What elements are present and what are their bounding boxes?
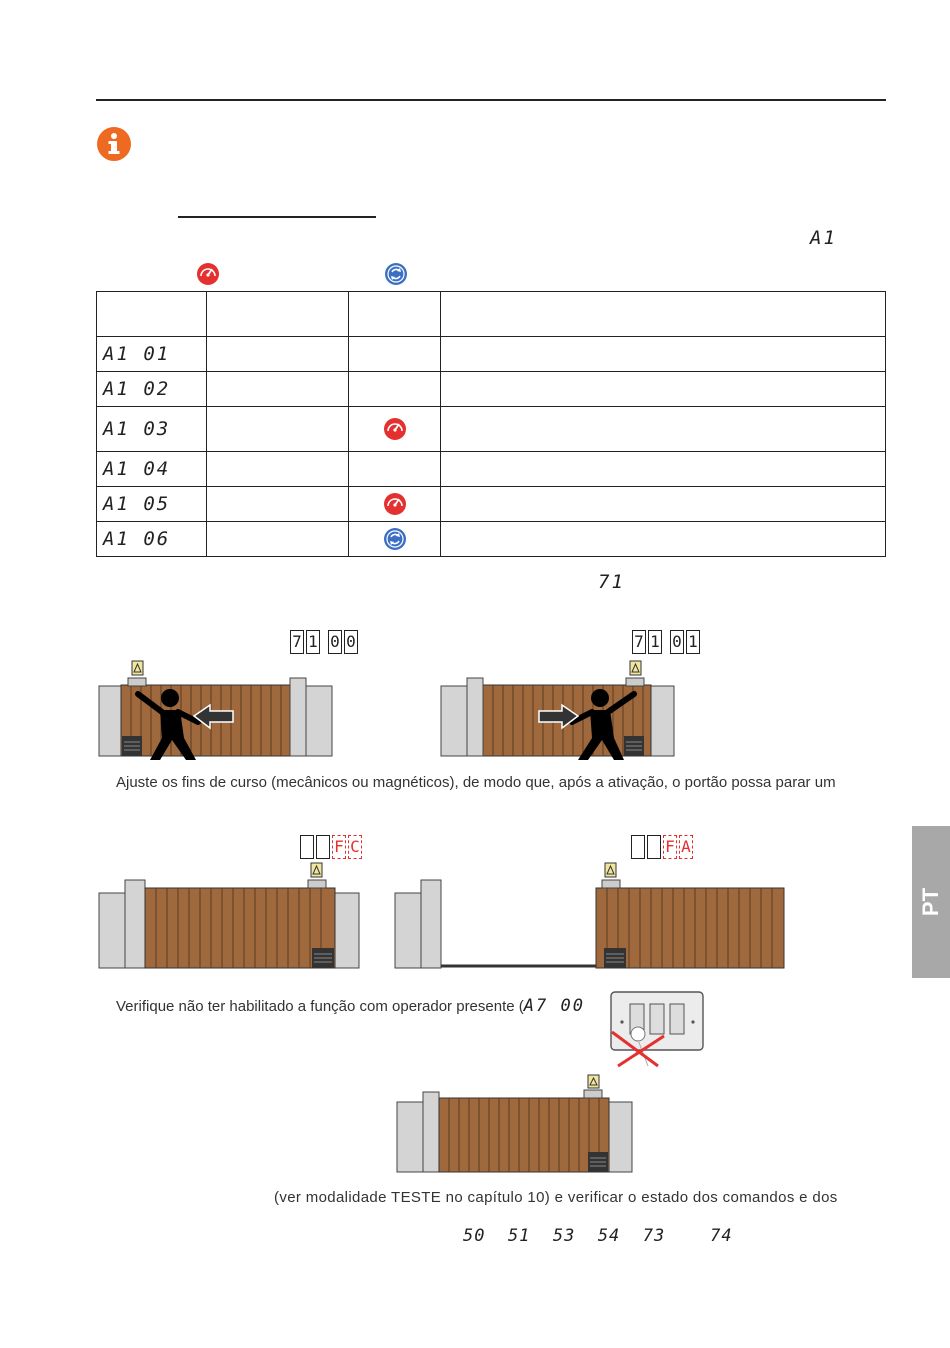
gate-figure-left bbox=[96, 658, 336, 760]
display-digit-blinking: A bbox=[679, 835, 693, 859]
table-cell bbox=[441, 522, 886, 557]
table-cell bbox=[441, 407, 886, 452]
table-cell bbox=[207, 487, 349, 522]
table-cell bbox=[349, 522, 441, 557]
code-71: 71 bbox=[598, 571, 625, 593]
table-cell bbox=[441, 337, 886, 372]
display-digit-blinking: F bbox=[663, 835, 677, 859]
table-cell bbox=[349, 407, 441, 452]
table-row bbox=[97, 337, 886, 372]
display-digit bbox=[316, 835, 330, 859]
header-cell bbox=[441, 292, 886, 337]
menu-code: A1 04 bbox=[97, 452, 207, 487]
table-cell bbox=[349, 487, 441, 522]
header-cell bbox=[349, 292, 441, 337]
display-digit bbox=[647, 835, 661, 859]
operator-text: Verifique não ter habilitado a função com operador presente ( bbox=[116, 998, 524, 1015]
display-7100 bbox=[290, 630, 358, 654]
speed-dial-icon bbox=[196, 262, 220, 291]
display-digit: 1 bbox=[648, 630, 662, 654]
limit-switch-paragraph: Ajuste os fins de curso (mecânicos ou magnéticos), de modo que, após a ativação, o portão possa parar um bbox=[116, 774, 836, 791]
table-row bbox=[97, 487, 886, 522]
display-digit bbox=[300, 835, 314, 859]
gate-closed-figure bbox=[96, 860, 364, 972]
bottom-codes: 50 51 53 54 73 74 bbox=[463, 1226, 733, 1246]
speed-dial-icon bbox=[383, 417, 407, 441]
display-digit: 7 bbox=[632, 630, 646, 654]
speed-dial-icon bbox=[383, 492, 407, 516]
code-a7: A7 00 bbox=[523, 996, 585, 1016]
display-digit: 1 bbox=[686, 630, 700, 654]
table-cell bbox=[349, 452, 441, 487]
menu-code: A1 03 bbox=[97, 407, 207, 452]
display-digit-blinking: C bbox=[348, 835, 362, 859]
table-cell bbox=[207, 522, 349, 557]
table-cell bbox=[207, 337, 349, 372]
display-digit: 1 bbox=[306, 630, 320, 654]
display-digit: 7 bbox=[290, 630, 304, 654]
table-cell bbox=[441, 487, 886, 522]
header-cell bbox=[97, 292, 207, 337]
table-cell bbox=[349, 337, 441, 372]
display-digit: 0 bbox=[344, 630, 358, 654]
table-cell bbox=[207, 452, 349, 487]
top-right-code: A1 bbox=[810, 227, 837, 249]
display-7101 bbox=[632, 630, 700, 654]
info-icon bbox=[96, 126, 132, 167]
keypad-switch-icon bbox=[608, 990, 706, 1070]
gate-open-figure bbox=[392, 860, 790, 972]
header-rule bbox=[96, 99, 886, 101]
table-row bbox=[97, 372, 886, 407]
header-cell bbox=[207, 292, 349, 337]
operator-paragraph bbox=[116, 996, 585, 1016]
language-tab bbox=[912, 826, 950, 978]
gate-figure-right bbox=[438, 658, 678, 760]
display-digit-blinking: F bbox=[332, 835, 346, 859]
table-row bbox=[97, 452, 886, 487]
display-digit: 0 bbox=[328, 630, 342, 654]
gate-test-figure bbox=[394, 1074, 636, 1176]
display-digit: 0 bbox=[670, 630, 684, 654]
menu-code: A1 01 bbox=[97, 337, 207, 372]
table-header-row bbox=[97, 292, 886, 337]
table-row bbox=[97, 522, 886, 557]
display-digit bbox=[631, 835, 645, 859]
display-fc bbox=[300, 835, 362, 859]
table-cell bbox=[349, 372, 441, 407]
table-cell bbox=[207, 372, 349, 407]
menu-code: A1 02 bbox=[97, 372, 207, 407]
test-paragraph: (ver modalidade TESTE no capítulo 10) e verificar o estado dos comandos e dos bbox=[274, 1189, 838, 1206]
heading-underline bbox=[178, 216, 376, 218]
table-cell bbox=[441, 372, 886, 407]
menu-code: A1 05 bbox=[97, 487, 207, 522]
refresh-icon bbox=[383, 527, 407, 551]
language-tab-label: PT bbox=[918, 887, 943, 917]
menu-code: A1 06 bbox=[97, 522, 207, 557]
table-row bbox=[97, 407, 886, 452]
table-cell bbox=[207, 407, 349, 452]
display-fa bbox=[631, 835, 693, 859]
table-cell bbox=[441, 452, 886, 487]
menu-table bbox=[96, 291, 886, 557]
refresh-icon bbox=[384, 262, 408, 291]
